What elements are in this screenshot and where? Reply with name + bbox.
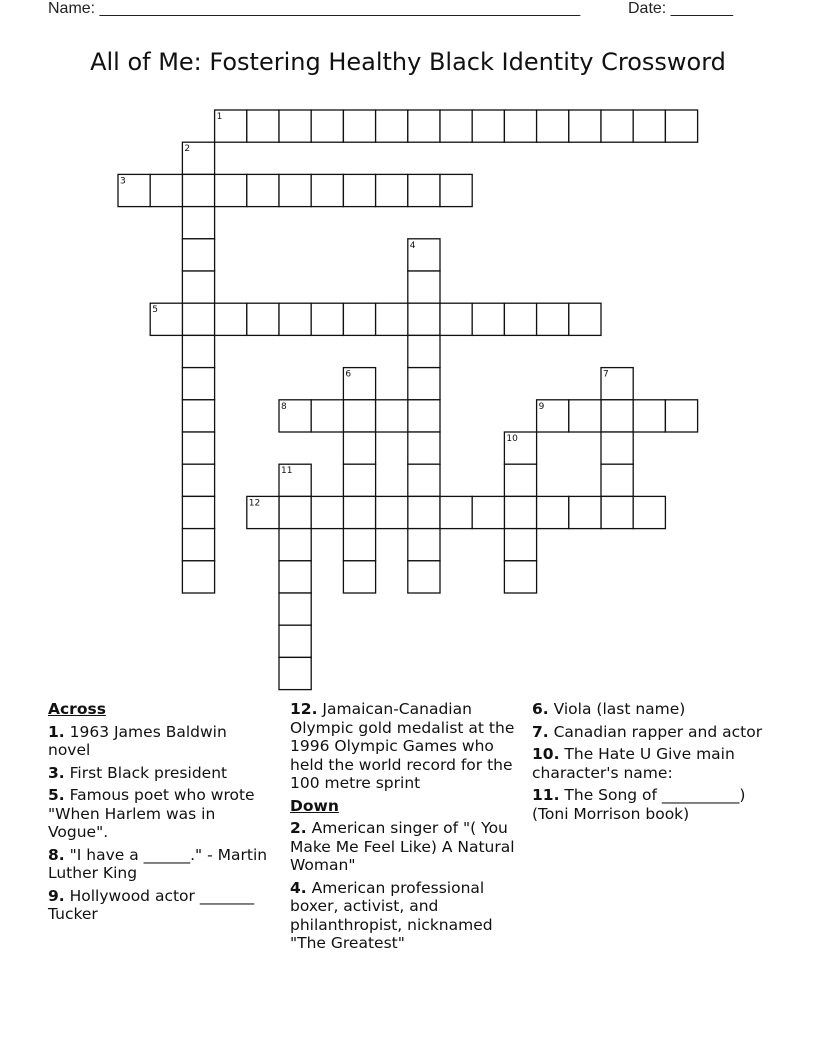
grid-cell[interactable]	[633, 496, 665, 528]
clue-across-9	[48, 887, 273, 924]
grid-cell[interactable]	[343, 464, 375, 496]
grid-cell[interactable]	[376, 496, 408, 528]
grid-cell[interactable]	[569, 496, 601, 528]
grid-cell[interactable]	[343, 432, 375, 464]
grid-cell[interactable]	[279, 303, 311, 335]
grid-cell[interactable]	[343, 400, 375, 432]
grid-cell[interactable]	[376, 110, 408, 142]
clue-number: 11.	[532, 786, 560, 804]
grid-cell[interactable]	[311, 303, 343, 335]
grid-cell[interactable]	[279, 561, 311, 593]
grid-cell[interactable]	[569, 303, 601, 335]
clue-number: 3.	[48, 763, 65, 782]
clue-number: 5.	[48, 786, 65, 804]
grid-cell[interactable]	[247, 303, 279, 335]
date-field-label[interactable]: Date: _______	[628, 0, 733, 17]
grid-cell[interactable]	[408, 529, 440, 561]
clue-number: 8.	[48, 845, 65, 864]
clue-number: 12.	[290, 700, 318, 718]
grid-cell[interactable]	[537, 496, 569, 528]
grid-cell[interactable]	[311, 174, 343, 206]
grid-cell[interactable]	[665, 400, 697, 432]
clue-down-2	[290, 819, 522, 875]
cell-number: 10	[506, 434, 518, 444]
grid-cell[interactable]	[376, 303, 408, 335]
clue-text: 1963 James Baldwin novel	[48, 722, 227, 759]
grid-cell[interactable]	[504, 303, 536, 335]
clue-down-4	[290, 879, 522, 953]
grid-cell[interactable]	[504, 529, 536, 561]
grid-cell[interactable]	[182, 496, 214, 528]
grid-cell[interactable]	[279, 657, 311, 689]
grid-cell[interactable]	[215, 303, 247, 335]
clues-column-2	[290, 700, 522, 957]
clue-number: 2.	[290, 819, 307, 837]
grid-cell[interactable]	[279, 110, 311, 142]
grid-cell[interactable]	[182, 368, 214, 400]
grid-cell[interactable]	[504, 496, 536, 528]
name-field-label[interactable]: Name: ______________________________________________________	[48, 0, 581, 17]
grid-cell[interactable]	[472, 303, 504, 335]
grid-cell[interactable]	[504, 464, 536, 496]
grid-cell[interactable]	[601, 496, 633, 528]
grid-cell[interactable]	[408, 335, 440, 367]
grid-cell[interactable]	[408, 561, 440, 593]
cell-number: 4	[409, 240, 416, 251]
grid-cell[interactable]	[408, 400, 440, 432]
grid-cell[interactable]	[182, 432, 214, 464]
clue-number: 4.	[290, 878, 307, 897]
grid-cell[interactable]	[311, 496, 343, 528]
clue-text: First Black president	[64, 763, 228, 782]
across-heading: Across	[48, 700, 106, 718]
grid-cell[interactable]	[408, 496, 440, 528]
clue-across-3	[48, 764, 273, 783]
grid-cell[interactable]	[440, 174, 472, 206]
grid-cell[interactable]	[182, 303, 214, 335]
cell-number: 8	[281, 401, 287, 412]
grid-cell[interactable]	[182, 335, 214, 367]
grid-cell[interactable]	[182, 529, 214, 561]
clue-text: The Hate U Give main character's name:	[532, 745, 735, 782]
clue-across-12	[290, 700, 522, 793]
grid-cell[interactable]	[182, 271, 214, 303]
grid-cell[interactable]	[408, 174, 440, 206]
grid-cell[interactable]	[408, 303, 440, 335]
grid-cell[interactable]	[279, 625, 311, 657]
grid-cell[interactable]	[279, 593, 311, 625]
grid-cell[interactable]	[665, 110, 697, 142]
cell-number: 9	[538, 401, 545, 412]
grid-cell[interactable]	[440, 110, 472, 142]
grid-cell[interactable]	[279, 529, 311, 561]
clue-text: American professional boxer, activist, and philanthropist, nicknamed "The Greatest"	[290, 878, 493, 952]
grid-cell[interactable]	[279, 174, 311, 206]
clue-text: Famous poet who wrote "When Harlem was in Vogue".	[48, 786, 255, 841]
clue-text: Hollywood actor _______ Tucker	[48, 886, 255, 923]
grid-cell[interactable]	[311, 110, 343, 142]
grid-cell[interactable]	[279, 496, 311, 528]
clue-text: Viola (last name)	[548, 700, 686, 718]
grid-cell[interactable]	[408, 110, 440, 142]
clue-number: 9.	[48, 886, 65, 905]
clue-text: Jamaican-Canadian Olympic gold medalist at the 1996 Olympic Games who held the world record for the 100 metre sprint	[290, 700, 515, 792]
grid-cell[interactable]	[569, 400, 601, 432]
clue-across-8	[48, 846, 273, 883]
grid-cell[interactable]	[343, 110, 375, 142]
grid-cell[interactable]	[343, 303, 375, 335]
grid-cell[interactable]	[601, 464, 633, 496]
cell-number: 6	[345, 369, 352, 380]
grid-cell[interactable]	[504, 110, 536, 142]
clue-number: 7.	[532, 722, 549, 741]
grid-cell[interactable]	[215, 174, 247, 206]
clue-text: Canadian rapper and actor	[548, 722, 763, 741]
clue-number: 10.	[532, 745, 560, 763]
grid-cell[interactable]	[182, 400, 214, 432]
grid-cell[interactable]	[537, 303, 569, 335]
grid-cell[interactable]	[182, 561, 214, 593]
clue-number: 6.	[532, 700, 549, 718]
cell-number: 3	[120, 176, 126, 187]
page-title: All of Me: Fostering Healthy Black Identity Crossword	[90, 48, 726, 76]
grid-cell[interactable]	[537, 110, 569, 142]
clue-across-5	[48, 786, 273, 842]
grid-cell[interactable]	[472, 496, 504, 528]
grid-cell[interactable]	[182, 207, 214, 239]
clue-down-11	[532, 786, 782, 823]
cell-number: 1	[216, 112, 223, 122]
grid-cell[interactable]	[408, 432, 440, 464]
grid-cell[interactable]	[408, 271, 440, 303]
grid-cell[interactable]	[343, 561, 375, 593]
clue-number: 1.	[48, 722, 65, 741]
grid-cell[interactable]	[343, 496, 375, 528]
clue-down-6	[532, 700, 782, 719]
grid-cell[interactable]	[376, 400, 408, 432]
grid-cell[interactable]	[569, 110, 601, 142]
cell-number: 5	[152, 305, 158, 316]
clue-down-10	[532, 745, 782, 782]
grid-cell[interactable]	[343, 529, 375, 561]
grid-cell[interactable]	[247, 174, 279, 206]
grid-cell[interactable]	[408, 368, 440, 400]
grid-cell[interactable]	[601, 432, 633, 464]
cell-number: 2	[184, 144, 191, 155]
cell-number: 12	[248, 498, 261, 509]
grid-cell[interactable]	[601, 110, 633, 142]
grid-cell[interactable]	[150, 174, 182, 206]
grid-cell[interactable]	[504, 561, 536, 593]
grid-cell[interactable]	[182, 464, 214, 496]
grid-cell[interactable]	[343, 174, 375, 206]
grid-cell[interactable]	[182, 239, 214, 271]
grid-cell[interactable]	[472, 110, 504, 142]
cell-number: 7	[603, 369, 609, 380]
grid-cell[interactable]	[247, 110, 279, 142]
clue-down-7	[532, 723, 782, 742]
grid-cell[interactable]	[376, 174, 408, 206]
clue-text: "I have a ______." - Martin Luther King	[48, 845, 268, 882]
clue-across-1	[48, 723, 273, 760]
grid-cell[interactable]	[633, 110, 665, 142]
grid-cell[interactable]	[440, 496, 472, 528]
clues-column-3	[532, 700, 782, 827]
clue-text: The Song of __________) (Toni Morrison book)	[532, 786, 746, 823]
grid-cell[interactable]	[440, 303, 472, 335]
grid-cell[interactable]	[601, 400, 633, 432]
grid-cell[interactable]	[408, 464, 440, 496]
clue-text: American singer of "( You Make Me Feel Like) A Natural Woman"	[290, 819, 515, 874]
cell-number: 11	[281, 466, 293, 477]
grid-cell[interactable]	[311, 400, 343, 432]
clues-column-1	[48, 700, 273, 928]
grid-cell[interactable]	[633, 400, 665, 432]
down-heading: Down	[290, 796, 339, 815]
grid-cell[interactable]	[182, 174, 214, 206]
